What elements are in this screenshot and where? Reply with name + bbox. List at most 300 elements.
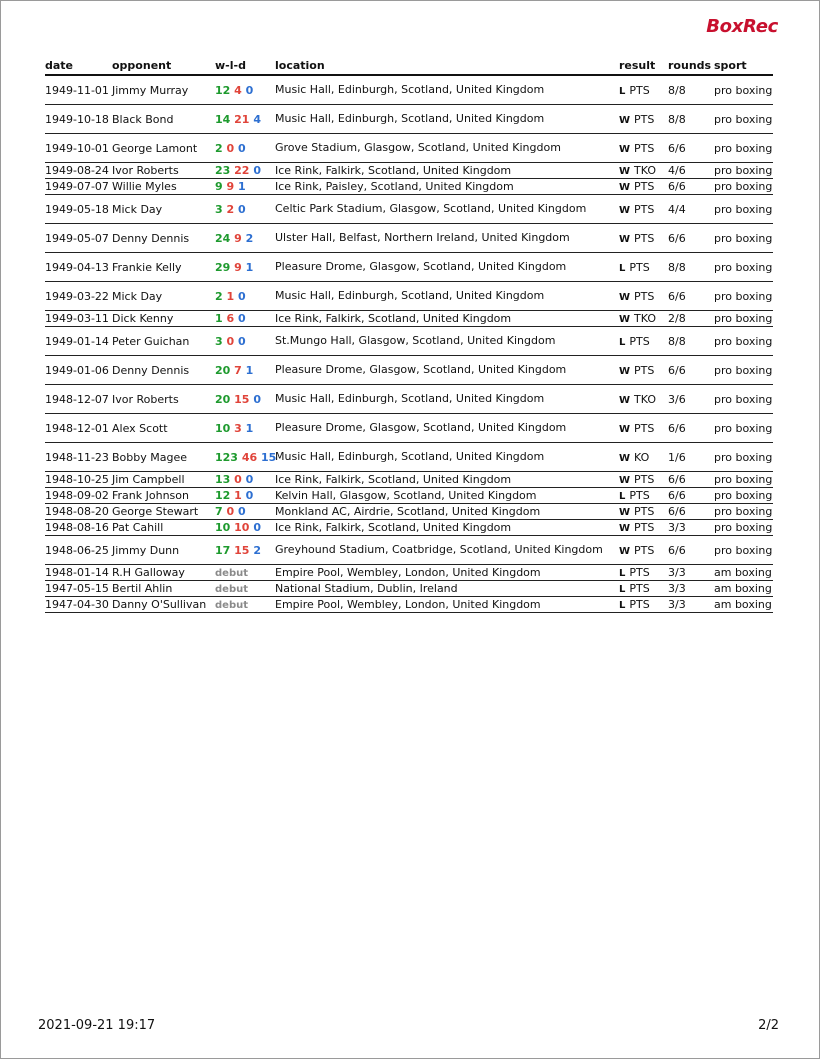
- opponent-draws: 0: [238, 141, 246, 155]
- opponent-name[interactable]: Alex Scott: [112, 414, 215, 443]
- fight-result: [619, 504, 668, 520]
- fight-sport: am boxing: [714, 566, 772, 579]
- fight-sport: pro boxing: [714, 312, 773, 325]
- table-row: [45, 414, 773, 443]
- opponent-wins: 7: [215, 505, 223, 518]
- result-outcome: W: [619, 204, 631, 216]
- fight-location: Ice Rink, Falkirk, Scotland, United Kingdom: [275, 311, 619, 327]
- fight-result: [619, 163, 668, 179]
- opponent-record: [215, 581, 275, 597]
- result-outcome: W: [619, 452, 631, 464]
- result-method: TKO: [634, 312, 657, 325]
- fight-date: 1948-08-16: [45, 520, 112, 536]
- fight-result: [619, 565, 668, 581]
- table-row: [45, 163, 773, 179]
- opponent-record: [215, 282, 275, 311]
- opponent-name[interactable]: R.H Galloway: [112, 565, 215, 581]
- fight-result: [619, 581, 668, 597]
- opponent-losses: 10: [234, 521, 250, 534]
- opponent-losses: 0: [226, 505, 235, 518]
- opponent-name[interactable]: Jimmy Murray: [112, 75, 215, 105]
- fight-sport: pro boxing: [714, 180, 773, 193]
- fight-location: Ice Rink, Falkirk, Scotland, United Kingdom: [275, 520, 619, 536]
- fight-sport: am boxing: [714, 582, 772, 595]
- fight-result: [619, 472, 668, 488]
- fight-result: [619, 75, 668, 105]
- col-rounds-header: rounds: [668, 57, 714, 75]
- fight-date: 1948-10-25: [45, 472, 112, 488]
- opponent-draws: 0: [245, 473, 254, 486]
- opponent-draws: 1: [238, 180, 246, 193]
- opponent-losses: 7: [234, 363, 242, 377]
- opponent-record: [215, 414, 275, 443]
- opponent-wins: 13: [215, 473, 231, 486]
- col-date-header: date: [45, 57, 112, 75]
- opponent-name[interactable]: Black Bond: [112, 105, 215, 134]
- fight-sport: pro boxing: [714, 253, 773, 282]
- opponent-record: [215, 536, 275, 565]
- result-method: PTS: [634, 363, 655, 377]
- fight-rounds: 8/8: [668, 75, 714, 105]
- opponent-wins: 2: [215, 289, 223, 303]
- fight-rounds: 4/6: [668, 163, 714, 179]
- opponent-draws: 15: [260, 450, 277, 464]
- table-row: [45, 224, 773, 253]
- result-method: PTS: [634, 202, 655, 216]
- result-outcome: L: [619, 491, 626, 502]
- opponent-wins: 29: [215, 260, 231, 274]
- opponent-wins: 9: [215, 180, 223, 193]
- result-outcome: W: [619, 523, 631, 534]
- opponent-draws: 1: [245, 421, 254, 435]
- result-method: TKO: [634, 164, 657, 177]
- table-row: [45, 472, 773, 488]
- fight-result: [619, 195, 668, 224]
- opponent-draws: 0: [238, 505, 246, 518]
- result-method: PTS: [634, 112, 655, 126]
- fight-location: Monkland AC, Airdrie, Scotland, United Kingdom: [275, 504, 619, 520]
- opponent-losses: 3: [234, 421, 242, 435]
- result-method: PTS: [634, 180, 655, 193]
- opponent-name[interactable]: Jimmy Dunn: [112, 536, 215, 565]
- fight-location: Grove Stadium, Glasgow, Scotland, United Kingdom: [275, 134, 619, 163]
- fight-result: [619, 224, 668, 253]
- opponent-name[interactable]: Frank Johnson: [112, 488, 215, 504]
- result-method: PTS: [629, 566, 650, 579]
- fight-location: Greyhound Stadium, Coatbridge, Scotland, United Kingdom: [275, 536, 619, 565]
- opponent-losses: 9: [226, 180, 235, 193]
- table-row: [45, 565, 773, 581]
- table-row: [45, 327, 773, 356]
- fight-rounds: 6/6: [668, 179, 714, 195]
- opponent-name[interactable]: George Stewart: [112, 504, 215, 520]
- fight-rounds: 6/6: [668, 134, 714, 163]
- table-row: [45, 488, 773, 504]
- result-method: PTS: [634, 231, 655, 245]
- col-wld-header: w-l-d: [215, 57, 275, 75]
- opponent-name[interactable]: Bobby Magee: [112, 443, 215, 472]
- fight-rounds: 2/8: [668, 311, 714, 327]
- debut-label: debut: [215, 584, 248, 595]
- fight-date: 1947-05-15: [45, 581, 112, 597]
- fight-rounds: 8/8: [668, 327, 714, 356]
- fight-sport: pro boxing: [714, 473, 773, 486]
- fight-date: 1948-12-07: [45, 385, 112, 414]
- table-row: [45, 520, 773, 536]
- fight-date: 1949-05-18: [45, 195, 112, 224]
- fight-result: [619, 414, 668, 443]
- opponent-losses: 15: [234, 392, 250, 406]
- opponent-draws: 2: [245, 231, 254, 245]
- opponent-record: [215, 443, 275, 472]
- opponent-record: [215, 472, 275, 488]
- fight-rounds: 6/6: [668, 488, 714, 504]
- result-outcome: L: [619, 262, 626, 274]
- table-row: [45, 282, 773, 311]
- result-method: PTS: [634, 289, 655, 303]
- fight-result: [619, 536, 668, 565]
- opponent-wins: 12: [215, 489, 231, 502]
- fight-location: National Stadium, Dublin, Ireland: [275, 581, 619, 597]
- fight-date: 1949-01-14: [45, 327, 112, 356]
- result-outcome: W: [619, 545, 631, 557]
- opponent-wins: 10: [215, 421, 231, 435]
- table-row: [45, 356, 773, 385]
- result-outcome: W: [619, 182, 631, 193]
- result-outcome: W: [619, 423, 631, 435]
- table-row: [45, 597, 773, 613]
- opponent-draws: 1: [245, 260, 254, 274]
- opponent-losses: 4: [234, 83, 242, 97]
- col-opponent-header: opponent: [112, 57, 215, 75]
- opponent-losses: 0: [226, 141, 235, 155]
- print-timestamp: 2021-09-21 19:17: [38, 1018, 156, 1033]
- result-outcome: W: [619, 233, 631, 245]
- fight-location: St.Mungo Hall, Glasgow, Scotland, United Kingdom: [275, 327, 619, 356]
- fight-location: Kelvin Hall, Glasgow, Scotland, United Kingdom: [275, 488, 619, 504]
- opponent-name[interactable]: Bertil Ahlin: [112, 581, 215, 597]
- result-outcome: L: [619, 336, 626, 348]
- fight-sport: pro boxing: [714, 414, 773, 443]
- fight-sport: pro boxing: [714, 489, 773, 502]
- fight-rounds: 3/3: [668, 581, 714, 597]
- result-method: PTS: [629, 598, 650, 611]
- opponent-record: [215, 311, 275, 327]
- fight-location: Pleasure Drome, Glasgow, Scotland, United Kingdom: [275, 253, 619, 282]
- opponent-record: [215, 163, 275, 179]
- fight-location: Pleasure Drome, Glasgow, Scotland, United Kingdom: [275, 414, 619, 443]
- opponent-record: [215, 597, 275, 613]
- opponent-name[interactable]: Mick Day: [112, 195, 215, 224]
- fight-location: Empire Pool, Wembley, London, United Kingdom: [275, 597, 619, 613]
- fight-sport: pro boxing: [714, 75, 773, 105]
- result-outcome: W: [619, 166, 631, 177]
- opponent-record: [215, 488, 275, 504]
- col-sport-header: sport: [714, 57, 773, 75]
- fight-date: 1949-03-22: [45, 282, 112, 311]
- opponent-name[interactable]: Frankie Kelly: [112, 253, 215, 282]
- table-row: [45, 253, 773, 282]
- opponent-name[interactable]: George Lamont: [112, 134, 215, 163]
- fight-rounds: 8/8: [668, 105, 714, 134]
- opponent-draws: 0: [253, 521, 261, 534]
- fight-rounds: 6/6: [668, 356, 714, 385]
- fight-date: 1949-10-18: [45, 105, 112, 134]
- table-row: [45, 385, 773, 414]
- fight-result: [619, 385, 668, 414]
- fight-sport: pro boxing: [714, 195, 773, 224]
- fight-result: [619, 356, 668, 385]
- fight-result: [619, 488, 668, 504]
- result-method: PTS: [629, 260, 650, 274]
- table-row: [45, 105, 773, 134]
- fight-result: [619, 443, 668, 472]
- fight-rounds: 3/3: [668, 520, 714, 536]
- result-method: PTS: [634, 421, 655, 435]
- opponent-name[interactable]: Willie Myles: [112, 179, 215, 195]
- fight-date: 1948-11-23: [45, 443, 112, 472]
- result-method: PTS: [634, 505, 655, 518]
- opponent-record: [215, 504, 275, 520]
- opponent-name[interactable]: Denny Dennis: [112, 224, 215, 253]
- result-outcome: W: [619, 314, 631, 325]
- opponent-draws: 0: [245, 83, 254, 97]
- opponent-wins: 3: [215, 202, 223, 216]
- table-row: [45, 536, 773, 565]
- opponent-losses: 6: [226, 312, 235, 325]
- fight-rounds: 6/6: [668, 504, 714, 520]
- opponent-name[interactable]: Ivor Roberts: [112, 163, 215, 179]
- fight-location: Ice Rink, Falkirk, Scotland, United Kingdom: [275, 163, 619, 179]
- opponent-wins: 12: [215, 83, 231, 97]
- table-row: [45, 311, 773, 327]
- opponent-record: [215, 356, 275, 385]
- opponent-wins: 1: [215, 312, 223, 325]
- opponent-wins: 20: [215, 392, 231, 406]
- opponent-draws: 1: [245, 363, 254, 377]
- result-outcome: W: [619, 365, 631, 377]
- opponent-name[interactable]: Danny O'Sullivan: [112, 597, 215, 613]
- fight-date: 1949-07-07: [45, 179, 112, 195]
- fight-sport: pro boxing: [714, 521, 773, 534]
- result-method: TKO: [634, 392, 657, 406]
- opponent-wins: 17: [215, 543, 231, 557]
- opponent-record: [215, 520, 275, 536]
- fight-location: Ice Rink, Paisley, Scotland, United Kingdom: [275, 179, 619, 195]
- fight-result: [619, 311, 668, 327]
- fight-sport: pro boxing: [714, 224, 773, 253]
- fight-rounds: 4/4: [668, 195, 714, 224]
- fight-location: Empire Pool, Wembley, London, United Kingdom: [275, 565, 619, 581]
- fight-rounds: 3/3: [668, 565, 714, 581]
- opponent-record: [215, 327, 275, 356]
- fight-rounds: 3/3: [668, 597, 714, 613]
- opponent-draws: 2: [253, 543, 261, 557]
- result-outcome: L: [619, 600, 626, 611]
- fight-date: 1949-08-24: [45, 163, 112, 179]
- fight-rounds: 6/6: [668, 282, 714, 311]
- fight-result: [619, 597, 668, 613]
- opponent-losses: 0: [234, 473, 242, 486]
- fight-rounds: 6/6: [668, 536, 714, 565]
- fight-location: Music Hall, Edinburgh, Scotland, United Kingdom: [275, 443, 619, 472]
- opponent-name[interactable]: Peter Guichan: [112, 327, 215, 356]
- opponent-draws: 0: [238, 202, 246, 216]
- opponent-wins: 23: [215, 164, 231, 177]
- opponent-record: [215, 385, 275, 414]
- fight-rounds: 6/6: [668, 414, 714, 443]
- result-method: PTS: [634, 543, 655, 557]
- opponent-name[interactable]: Dick Kenny: [112, 311, 215, 327]
- opponent-losses: 9: [234, 260, 242, 274]
- fight-sport: pro boxing: [714, 536, 773, 565]
- result-method: PTS: [634, 521, 655, 534]
- fight-date: 1948-08-20: [45, 504, 112, 520]
- opponent-name[interactable]: Jim Campbell: [112, 472, 215, 488]
- table-row: [45, 581, 773, 597]
- fight-sport: pro boxing: [714, 505, 773, 518]
- fight-rounds: 6/6: [668, 472, 714, 488]
- fight-date: 1949-11-01: [45, 75, 112, 105]
- fight-sport: pro boxing: [714, 327, 773, 356]
- result-outcome: W: [619, 291, 631, 303]
- opponent-wins: 123: [215, 450, 238, 464]
- fight-sport: pro boxing: [714, 134, 773, 163]
- fight-location: Music Hall, Edinburgh, Scotland, United Kingdom: [275, 282, 619, 311]
- opponent-record: [215, 134, 275, 163]
- opponent-losses: 9: [234, 231, 242, 245]
- fight-location: Ice Rink, Falkirk, Scotland, United Kingdom: [275, 472, 619, 488]
- result-outcome: W: [619, 394, 631, 406]
- fight-sport: pro boxing: [714, 356, 773, 385]
- opponent-draws: 0: [253, 164, 261, 177]
- opponent-name[interactable]: Pat Cahill: [112, 520, 215, 536]
- table-row: [45, 195, 773, 224]
- fight-record-table: [45, 57, 773, 613]
- opponent-record: [215, 253, 275, 282]
- opponent-record: [215, 75, 275, 105]
- fight-location: Pleasure Drome, Glasgow, Scotland, United Kingdom: [275, 356, 619, 385]
- opponent-wins: 2: [215, 141, 223, 155]
- col-location-header: location: [275, 57, 619, 75]
- opponent-record: [215, 105, 275, 134]
- fight-result: [619, 327, 668, 356]
- fight-date: 1948-12-01: [45, 414, 112, 443]
- opponent-losses: 21: [234, 112, 250, 126]
- table-row: [45, 504, 773, 520]
- fight-date: 1949-01-06: [45, 356, 112, 385]
- result-method: PTS: [629, 582, 650, 595]
- opponent-losses: 15: [234, 543, 250, 557]
- table-row: [45, 443, 773, 472]
- opponent-name[interactable]: Ivor Roberts: [112, 385, 215, 414]
- table-header-row: [45, 57, 773, 75]
- col-result-header: result: [619, 57, 668, 75]
- result-method: PTS: [629, 83, 650, 97]
- fight-result: [619, 105, 668, 134]
- opponent-record: [215, 195, 275, 224]
- fight-date: 1949-04-13: [45, 253, 112, 282]
- table-row: [45, 134, 773, 163]
- opponent-name[interactable]: Denny Dennis: [112, 356, 215, 385]
- result-outcome: W: [619, 475, 631, 486]
- table-row: [45, 179, 773, 195]
- opponent-wins: 20: [215, 363, 231, 377]
- opponent-losses: 2: [226, 202, 235, 216]
- fight-sport: pro boxing: [714, 105, 773, 134]
- opponent-wins: 10: [215, 521, 231, 534]
- opponent-draws: 0: [238, 312, 246, 325]
- fight-result: [619, 179, 668, 195]
- opponent-wins: 24: [215, 231, 231, 245]
- opponent-wins: 3: [215, 334, 223, 348]
- fight-sport: pro boxing: [714, 385, 773, 414]
- opponent-draws: 0: [238, 289, 246, 303]
- debut-label: debut: [215, 600, 248, 611]
- opponent-draws: 4: [253, 112, 261, 126]
- opponent-losses: 22: [234, 164, 250, 177]
- result-outcome: W: [619, 507, 631, 518]
- fight-rounds: 8/8: [668, 253, 714, 282]
- opponent-record: [215, 179, 275, 195]
- fight-sport: pro boxing: [714, 164, 773, 177]
- fight-rows: [45, 75, 773, 613]
- fight-sport: pro boxing: [714, 443, 773, 472]
- result-method: PTS: [634, 473, 655, 486]
- opponent-record: [215, 565, 275, 581]
- fight-result: [619, 282, 668, 311]
- fight-location: Ulster Hall, Belfast, Northern Ireland, United Kingdom: [275, 224, 619, 253]
- opponent-losses: 0: [226, 334, 235, 348]
- fight-location: Music Hall, Edinburgh, Scotland, United Kingdom: [275, 385, 619, 414]
- debut-label: debut: [215, 568, 248, 579]
- fight-location: Music Hall, Edinburgh, Scotland, United Kingdom: [275, 75, 619, 105]
- result-outcome: L: [619, 85, 626, 97]
- fight-sport: pro boxing: [714, 282, 773, 311]
- fight-result: [619, 134, 668, 163]
- fight-location: Celtic Park Stadium, Glasgow, Scotland, United Kingdom: [275, 195, 619, 224]
- opponent-losses: 1: [234, 489, 242, 502]
- result-outcome: L: [619, 568, 626, 579]
- result-method: PTS: [634, 141, 655, 155]
- opponent-losses: 46: [241, 450, 258, 464]
- opponent-draws: 0: [238, 334, 246, 348]
- fight-date: 1949-05-07: [45, 224, 112, 253]
- result-outcome: W: [619, 143, 631, 155]
- opponent-record: [215, 224, 275, 253]
- fight-date: 1947-04-30: [45, 597, 112, 613]
- fight-result: [619, 253, 668, 282]
- opponent-wins: 14: [215, 112, 231, 126]
- fight-result: [619, 520, 668, 536]
- opponent-losses: 1: [226, 289, 235, 303]
- page-number: 2/2: [758, 1018, 779, 1033]
- result-outcome: W: [619, 114, 631, 126]
- fight-rounds: 3/6: [668, 385, 714, 414]
- fight-date: 1948-09-02: [45, 488, 112, 504]
- fight-sport: am boxing: [714, 598, 772, 611]
- opponent-draws: 0: [253, 392, 261, 406]
- fight-location: Music Hall, Edinburgh, Scotland, United Kingdom: [275, 105, 619, 134]
- result-method: PTS: [629, 489, 650, 502]
- table-row: [45, 75, 773, 105]
- opponent-draws: 0: [245, 489, 254, 502]
- result-method: KO: [634, 450, 650, 464]
- fight-date: 1948-01-14: [45, 565, 112, 581]
- result-method: PTS: [629, 334, 650, 348]
- fight-date: 1949-03-11: [45, 311, 112, 327]
- opponent-name[interactable]: Mick Day: [112, 282, 215, 311]
